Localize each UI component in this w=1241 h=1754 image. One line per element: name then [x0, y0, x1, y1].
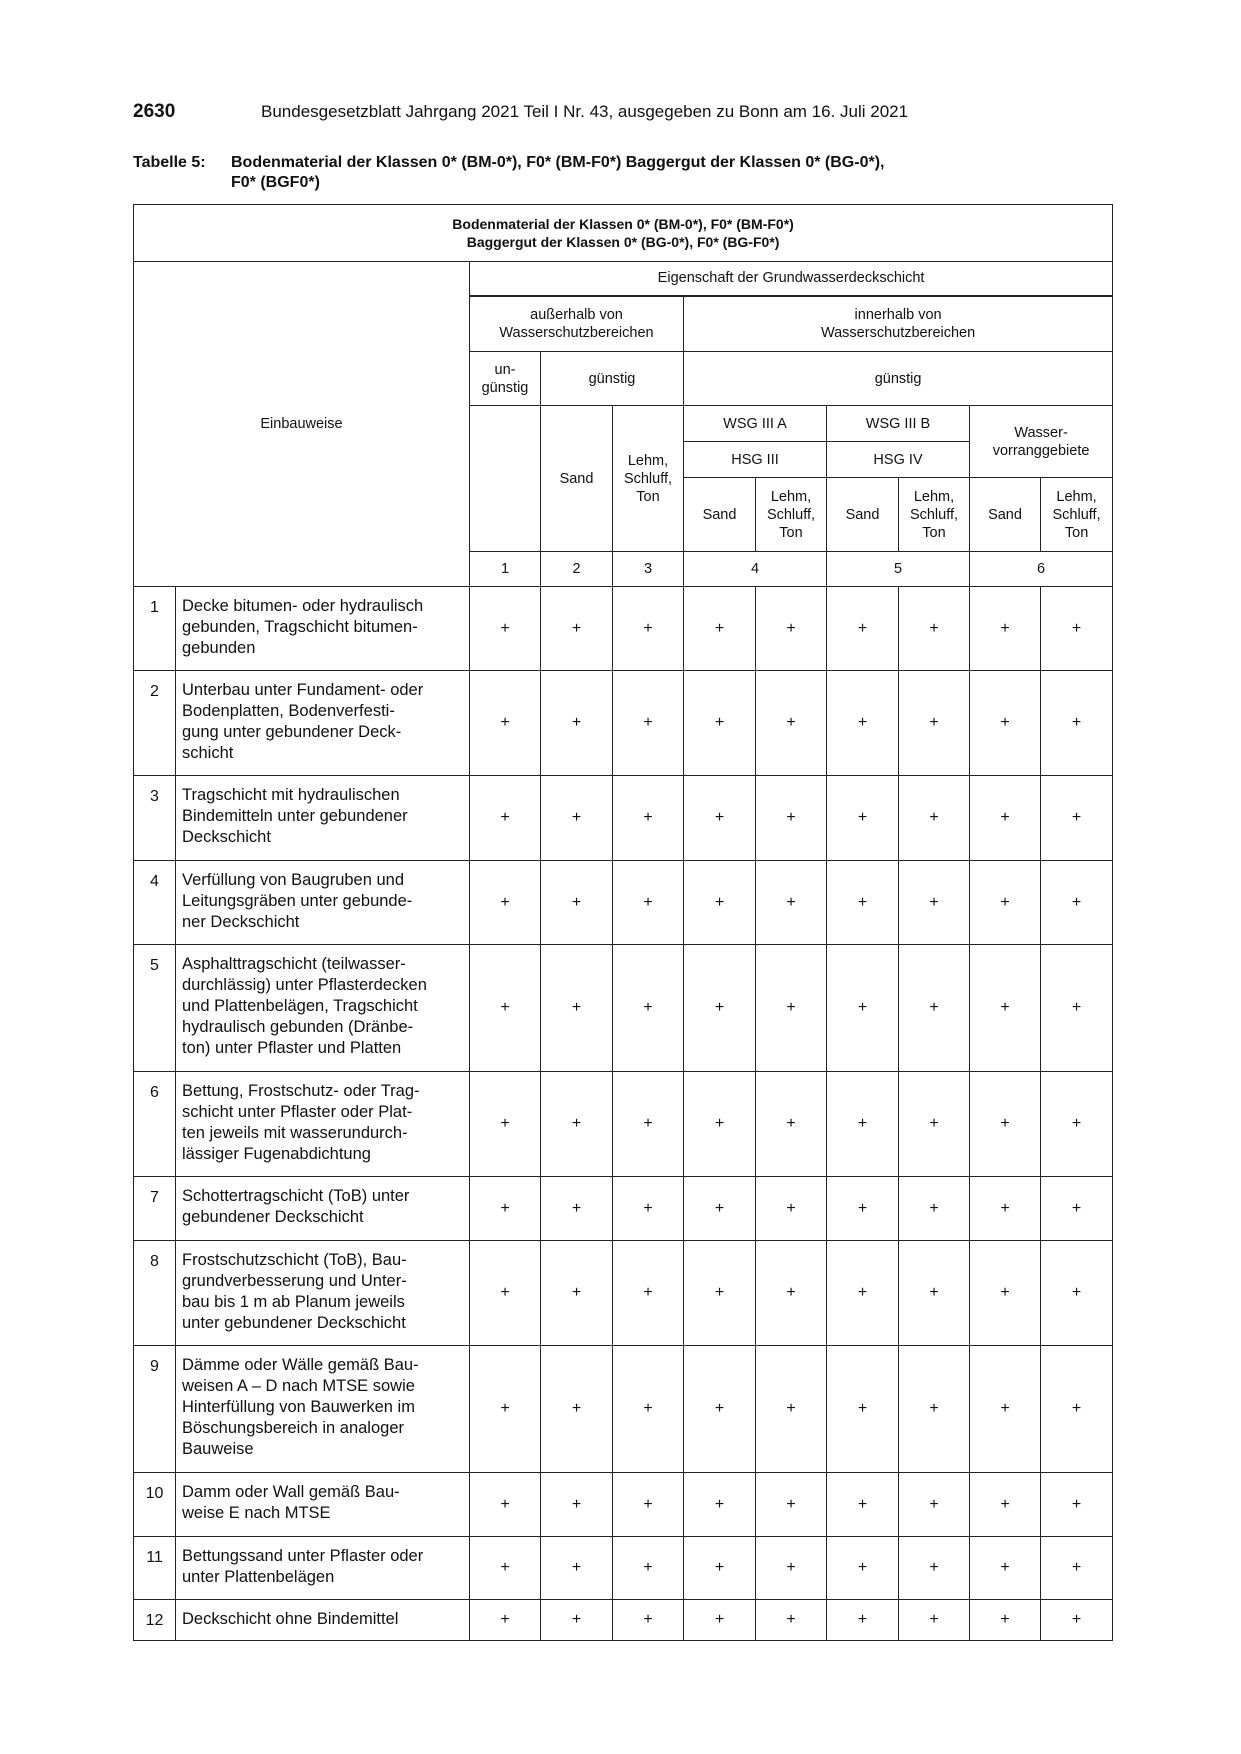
suitability-mark: + [684, 1537, 756, 1600]
suitability-mark: + [470, 1177, 541, 1241]
lehm-header [613, 406, 684, 552]
row-description [176, 861, 470, 945]
suitability-mark: + [1041, 587, 1113, 671]
suitability-mark: + [541, 1473, 613, 1537]
suitability-mark: + [827, 1346, 899, 1473]
row-description [176, 945, 470, 1072]
row-number: 5 [134, 945, 176, 1072]
table-row [134, 671, 1113, 776]
wsg3a-header: WSG III A [684, 406, 827, 442]
suitability-mark: + [613, 1241, 684, 1346]
suitability-mark: + [756, 587, 827, 671]
row-description-line: Bauweise [182, 1440, 254, 1458]
suitability-mark: + [684, 1177, 756, 1241]
guenstig-header: günstig [541, 352, 684, 406]
wasservorrang-line: Wasser- [1014, 424, 1068, 441]
suitability-mark: + [756, 1241, 827, 1346]
suitability-mark: + [899, 1241, 970, 1346]
suitability-mark: + [827, 671, 899, 776]
row-description [176, 776, 470, 861]
sand-header: Sand [970, 478, 1041, 552]
suitability-mark: + [684, 1346, 756, 1473]
suitability-mark: + [470, 587, 541, 671]
column-number: 5 [827, 552, 970, 587]
row-description-line: schicht [182, 744, 234, 762]
suitability-mark: + [899, 1177, 970, 1241]
row-number: 1 [134, 587, 176, 671]
row-description-line: Tragschicht mit hydraulischen [182, 786, 400, 804]
suitability-mark: + [970, 671, 1041, 776]
suitability-mark: + [970, 587, 1041, 671]
suitability-mark: + [1041, 776, 1113, 861]
suitability-mark: + [684, 1600, 756, 1641]
lehm-line: Schluff, [909, 506, 959, 523]
suitability-mark: + [613, 1177, 684, 1241]
row-number: 10 [134, 1473, 176, 1537]
suitability-mark: + [1041, 861, 1113, 945]
table-row [134, 587, 1113, 671]
suitability-mark: + [613, 1072, 684, 1177]
row-description-line: ner Deckschicht [182, 913, 300, 931]
row-description-line: Unterbau unter Fundament- oder [182, 681, 424, 699]
row-description [176, 1241, 470, 1346]
suitability-mark: + [684, 1473, 756, 1537]
suitability-mark: + [827, 1241, 899, 1346]
row-description-line: gebunden [182, 639, 256, 657]
lehm-header [899, 478, 970, 552]
lehm-line: Lehm, [1056, 488, 1097, 505]
table-row [134, 1537, 1113, 1600]
innerhalb-header [684, 296, 1113, 352]
row-description-line: weisen A – D nach MTSE sowie [182, 1377, 415, 1395]
suitability-mark: + [470, 1473, 541, 1537]
suitability-mark: + [1041, 1600, 1113, 1641]
suitability-mark: + [756, 861, 827, 945]
suitability-mark: + [613, 1537, 684, 1600]
page-number: 2630 [133, 101, 176, 122]
suitability-mark: + [756, 1346, 827, 1473]
table-title-row [134, 205, 1113, 262]
table-row [134, 776, 1113, 861]
suitability-mark: + [827, 1473, 899, 1537]
suitability-mark: + [899, 587, 970, 671]
row-description-line: hydraulisch gebunden (Dränbe- [182, 1018, 414, 1036]
gazette-title: Bundesgesetzblatt Jahrgang 2021 Teil I Nr. 43, ausgegeben zu Bonn am 16. Juli 2021 [261, 102, 909, 121]
row-description [176, 671, 470, 776]
suitability-mark: + [970, 1177, 1041, 1241]
suitability-mark: + [470, 945, 541, 1072]
suitability-mark: + [756, 1600, 827, 1641]
caption-line: Bodenmaterial der Klassen 0* (BM-0*), F0* (BM-F0*) Baggergut der Klassen 0* (BG-0*), [231, 154, 885, 171]
lehm-line: Lehm, [770, 488, 812, 505]
suitability-mark: + [970, 776, 1041, 861]
row-description-line: gung unter gebundener Deck- [182, 723, 402, 741]
suitability-mark: + [970, 1241, 1041, 1346]
suitability-mark: + [684, 671, 756, 776]
suitability-mark: + [1041, 1473, 1113, 1537]
row-description-line: gebundener Deckschicht [182, 1208, 364, 1226]
suitability-mark: + [541, 671, 613, 776]
column-number: 2 [541, 552, 613, 587]
row-description [176, 1072, 470, 1177]
table-row [134, 1473, 1113, 1537]
suitability-mark: + [756, 776, 827, 861]
row-description-line: und Plattenbelägen, Tragschicht [182, 997, 418, 1015]
suitability-mark: + [613, 587, 684, 671]
row-number: 7 [134, 1177, 176, 1241]
innerhalb-line: innerhalb von [854, 306, 942, 323]
table-row [134, 1600, 1113, 1641]
suitability-mark: + [970, 1072, 1041, 1177]
table-row [134, 1346, 1113, 1473]
row-number: 6 [134, 1072, 176, 1177]
unguenstig-line: un- [494, 361, 516, 378]
row-description-line: Bettungssand unter Pflaster oder [182, 1547, 424, 1565]
row-description [176, 1537, 470, 1600]
lehm-line: Lehm, [913, 488, 955, 505]
suitability-mark: + [970, 1600, 1041, 1641]
column-number: 6 [970, 552, 1113, 587]
suitability-mark: + [827, 587, 899, 671]
sand-header: Sand [684, 478, 756, 552]
header-row-eigenschaft [134, 262, 1113, 296]
row-description-line: bau bis 1 m ab Planum jeweils [182, 1293, 405, 1311]
unguenstig-header [470, 352, 541, 406]
row-description-line: Böschungsbereich in analoger [182, 1419, 404, 1437]
ausserhalb-line: Wasserschutzbereichen [499, 324, 654, 341]
row-description-line: Dämme oder Wälle gemäß Bau- [182, 1356, 419, 1374]
row-description-line: Bettung, Frostschutz- oder Trag- [182, 1082, 420, 1100]
row-number: 3 [134, 776, 176, 861]
suitability-mark: + [541, 1346, 613, 1473]
suitability-mark: + [899, 776, 970, 861]
row-description-line: Hinterfüllung von Bauwerken im [182, 1398, 415, 1416]
wsg3b-header: WSG III B [827, 406, 970, 442]
row-description-line: Bindemitteln unter gebundener [182, 807, 408, 825]
row-number: 11 [134, 1537, 176, 1600]
column-number: 4 [684, 552, 827, 587]
suitability-mark: + [899, 1473, 970, 1537]
row-description-line: Leitungsgräben unter gebunde- [182, 892, 413, 910]
innerhalb-line: Wasserschutzbereichen [820, 324, 976, 341]
sand-header: Sand [541, 406, 613, 552]
einbauweise-header: Einbauweise [134, 262, 470, 587]
suitability-mark: + [970, 1537, 1041, 1600]
suitability-mark: + [541, 861, 613, 945]
suitability-mark: + [470, 1072, 541, 1177]
row-description-line: gebunden, Tragschicht bitumen- [182, 618, 418, 636]
row-description-line: Deckschicht [182, 828, 271, 846]
suitability-mark: + [1041, 1537, 1113, 1600]
suitability-mark: + [541, 1537, 613, 1600]
suitability-mark: + [684, 1072, 756, 1177]
ausserhalb-line: außerhalb von [530, 306, 623, 323]
suitability-mark: + [613, 671, 684, 776]
wasservorrang-line: vorranggebiete [992, 442, 1090, 459]
row-description [176, 1346, 470, 1473]
hsg3-header: HSG III [684, 442, 827, 478]
row-description-line: lässiger Fugenabdichtung [182, 1145, 371, 1163]
ausserhalb-header [470, 296, 684, 352]
suitability-mark: + [827, 1072, 899, 1177]
row-description [176, 1177, 470, 1241]
table-row [134, 1241, 1113, 1346]
lehm-line: Schluff, [623, 470, 673, 487]
lehm-line: Ton [1064, 524, 1089, 541]
suitability-mark: + [756, 945, 827, 1072]
row-description-line: durchlässig) unter Pflasterdecken [182, 976, 427, 994]
row-description-line: Decke bitumen- oder hydraulisch [182, 597, 424, 615]
suitability-mark: + [1041, 1177, 1113, 1241]
row-description-line: unter gebundener Deckschicht [182, 1314, 406, 1332]
suitability-mark: + [684, 945, 756, 1072]
row-description-line: unter Plattenbelägen [182, 1568, 335, 1586]
suitability-mark: + [684, 861, 756, 945]
lehm-line: Ton [922, 524, 946, 541]
suitability-mark: + [470, 671, 541, 776]
suitability-mark: + [1041, 1346, 1113, 1473]
suitability-mark: + [970, 1346, 1041, 1473]
unguenstig-line: günstig [481, 379, 529, 396]
suitability-mark: + [541, 776, 613, 861]
suitability-mark: + [827, 861, 899, 945]
row-number: 4 [134, 861, 176, 945]
guenstig-header: günstig [684, 352, 1113, 406]
suitability-mark: + [684, 1241, 756, 1346]
column-number: 1 [470, 552, 541, 587]
row-description-line: Schottertragschicht (ToB) unter [182, 1187, 410, 1205]
suitability-mark: + [470, 1600, 541, 1641]
column-number: 3 [613, 552, 684, 587]
suitability-mark: + [613, 861, 684, 945]
table-title-line: Bodenmaterial der Klassen 0* (BM-0*), F0* (BM-F0*) [452, 216, 794, 232]
sand-header: Sand [827, 478, 899, 552]
row-description-line: grundverbesserung und Unter- [182, 1272, 407, 1290]
suitability-mark: + [899, 1346, 970, 1473]
row-number: 9 [134, 1346, 176, 1473]
suitability-mark: + [541, 587, 613, 671]
suitability-mark: + [613, 945, 684, 1072]
suitability-mark: + [470, 1346, 541, 1473]
suitability-mark: + [541, 945, 613, 1072]
suitability-mark: + [899, 1600, 970, 1641]
suitability-mark: + [827, 1537, 899, 1600]
row-number: 12 [134, 1600, 176, 1641]
row-description [176, 1473, 470, 1537]
row-description [176, 587, 470, 671]
unguenstig-blank [470, 406, 541, 552]
suitability-mark: + [756, 671, 827, 776]
caption-text [231, 153, 1091, 193]
table-row [134, 1072, 1113, 1177]
suitability-mark: + [541, 1600, 613, 1641]
suitability-mark: + [970, 1473, 1041, 1537]
suitability-mark: + [970, 945, 1041, 1072]
suitability-mark: + [541, 1177, 613, 1241]
row-description-line: Verfüllung von Baugruben und [182, 871, 405, 889]
classification-table [133, 204, 1113, 1641]
suitability-mark: + [899, 1537, 970, 1600]
row-description-line: ten jeweils mit wasserundurch- [182, 1124, 408, 1142]
lehm-header [756, 478, 827, 552]
row-description-line: Frostschutzschicht (ToB), Bau- [182, 1251, 407, 1269]
row-description [176, 1600, 470, 1641]
suitability-mark: + [541, 1072, 613, 1177]
table-title [134, 205, 1113, 262]
suitability-mark: + [1041, 671, 1113, 776]
lehm-line: Ton [636, 488, 660, 505]
table-row [134, 1177, 1113, 1241]
suitability-mark: + [970, 861, 1041, 945]
suitability-mark: + [613, 776, 684, 861]
suitability-mark: + [613, 1346, 684, 1473]
suitability-mark: + [756, 1473, 827, 1537]
row-number: 8 [134, 1241, 176, 1346]
lehm-line: Schluff, [1052, 506, 1101, 523]
suitability-mark: + [470, 1537, 541, 1600]
row-description-line: schicht unter Pflaster oder Plat- [182, 1103, 413, 1121]
table-title-line: Baggergut der Klassen 0* (BG-0*), F0* (BG-F0*) [466, 234, 780, 250]
suitability-mark: + [1041, 945, 1113, 1072]
suitability-mark: + [684, 587, 756, 671]
lehm-line: Ton [779, 524, 803, 541]
hsg4-header: HSG IV [827, 442, 970, 478]
row-description-line: weise E nach MTSE [182, 1504, 331, 1522]
suitability-mark: + [756, 1537, 827, 1600]
suitability-mark: + [756, 1072, 827, 1177]
row-description-line: Damm oder Wall gemäß Bau- [182, 1483, 400, 1501]
suitability-mark: + [470, 1241, 541, 1346]
lehm-header [1041, 478, 1113, 552]
suitability-mark: + [899, 671, 970, 776]
table-row [134, 861, 1113, 945]
suitability-mark: + [827, 1177, 899, 1241]
suitability-mark: + [899, 1072, 970, 1177]
row-description-line: Deckschicht ohne Bindemittel [182, 1610, 399, 1628]
table-row [134, 945, 1113, 1072]
suitability-mark: + [899, 861, 970, 945]
suitability-mark: + [899, 945, 970, 1072]
suitability-mark: + [613, 1473, 684, 1537]
eigenschaft-header: Eigenschaft der Grundwasserdeckschicht [470, 262, 1113, 296]
row-description-line: Bodenplatten, Bodenverfesti- [182, 702, 395, 720]
row-description-line: Asphalttragschicht (teilwasser- [182, 955, 406, 973]
row-number: 2 [134, 671, 176, 776]
suitability-mark: + [1041, 1072, 1113, 1177]
suitability-mark: + [684, 776, 756, 861]
suitability-mark: + [827, 1600, 899, 1641]
lehm-line: Schluff, [766, 506, 816, 523]
row-description-line: ton) unter Pflaster und Platten [182, 1039, 402, 1057]
page-header [133, 101, 1103, 125]
wasservorrang-header [970, 406, 1113, 478]
caption-line: F0* (BGF0*) [231, 174, 320, 191]
suitability-mark: + [613, 1600, 684, 1641]
suitability-mark: + [1041, 1241, 1113, 1346]
suitability-mark: + [541, 1241, 613, 1346]
lehm-line: Lehm, [627, 452, 669, 469]
suitability-mark: + [756, 1177, 827, 1241]
caption-label: Tabelle 5: [133, 154, 206, 171]
suitability-mark: + [470, 861, 541, 945]
suitability-mark: + [827, 945, 899, 1072]
suitability-mark: + [827, 776, 899, 861]
suitability-mark: + [470, 776, 541, 861]
